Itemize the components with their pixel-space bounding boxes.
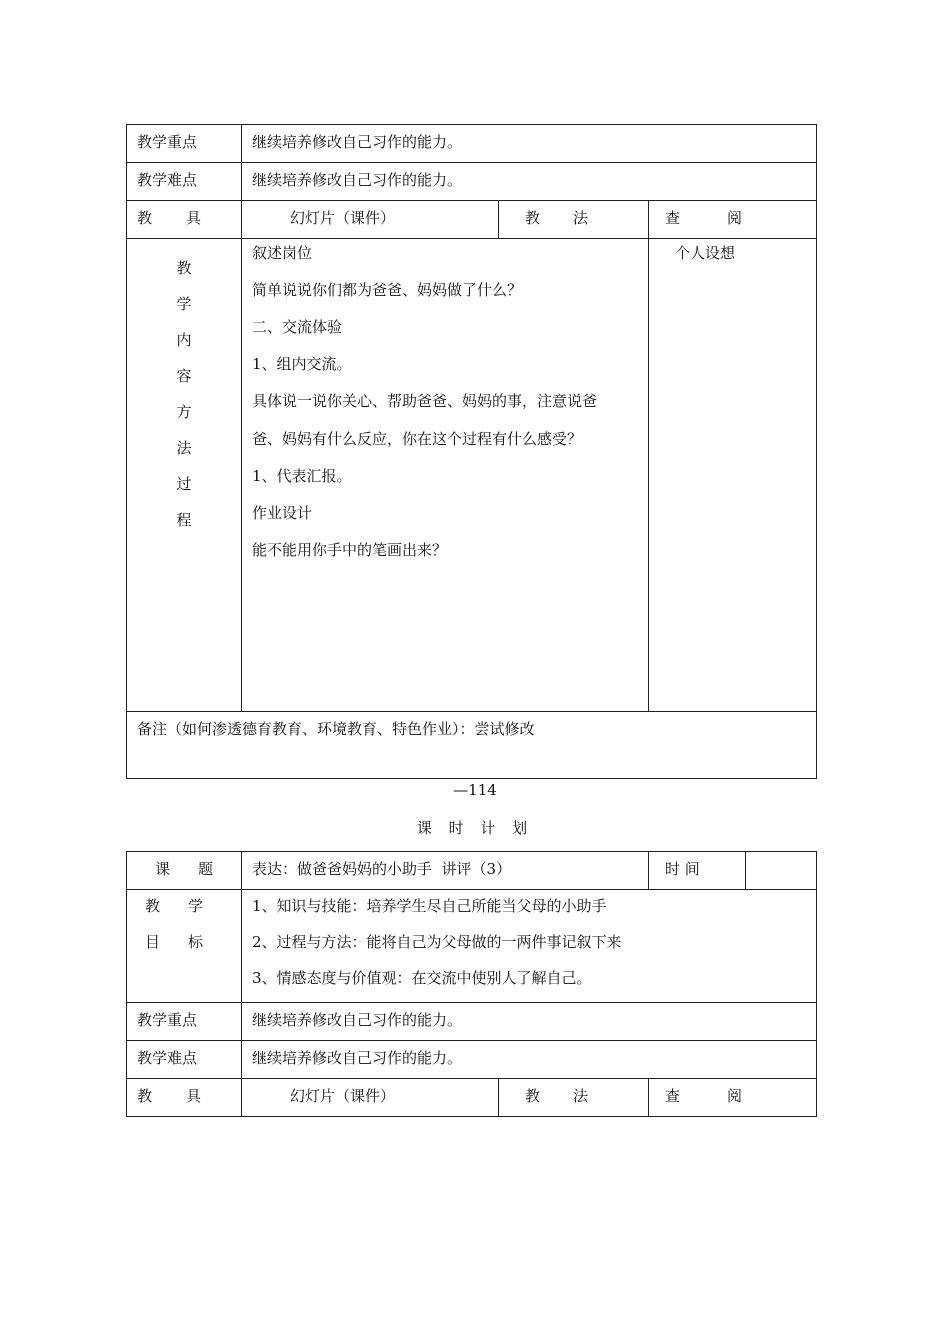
tools-label-cell — [127, 201, 242, 239]
difficulty-label-cell — [127, 163, 242, 201]
difficulty-value: 继续培养修改自己习作的能力。 — [252, 171, 463, 189]
bottom-key-point-label-cell — [127, 1003, 242, 1041]
bottom-difficulty-label: 教学难点 — [137, 1049, 198, 1067]
goal-label-cell — [127, 890, 242, 1003]
bottom-difficulty-label-cell — [127, 1041, 242, 1079]
personal-ideas-cell — [649, 239, 817, 712]
remarks-cell — [127, 712, 817, 779]
key-point-label: 教学重点 — [137, 133, 198, 151]
process-label-cell — [127, 239, 242, 712]
topic-label: 课 题 — [155, 860, 213, 878]
process-line: 1、代表汇报。 — [252, 467, 352, 485]
goal-item: 1、知识与技能：培养学生尽自己所能当父母的小助手 — [252, 897, 607, 915]
process-line: 具体说一说你关心、帮助爸爸、妈妈的事，注意说爸 — [252, 392, 598, 410]
bottom-tools-label: 教 具 — [137, 1087, 201, 1105]
review-label: 查 阅 — [665, 209, 743, 227]
bottom-tools-label-cell — [127, 1079, 242, 1117]
goal-item: 3、情感态度与价值观：在交流中使别人了解自己。 — [252, 969, 592, 987]
bottom-key-point-value-cell — [242, 1003, 817, 1041]
review-label-cell — [649, 201, 817, 239]
process-line: 1、组内交流。 — [252, 355, 352, 373]
bottom-method-label: 教 法 — [525, 1087, 588, 1105]
bottom-tools-value-cell — [242, 1079, 499, 1117]
key-point-value-cell — [242, 125, 817, 163]
method-label: 教 法 — [525, 209, 588, 227]
bottom-key-point-value: 继续培养修改自己习作的能力。 — [252, 1011, 463, 1029]
goal-item: 2、过程与方法：能将自己为父母做的一两件事记叙下来 — [252, 933, 622, 951]
page-number: —114 — [453, 781, 497, 799]
key-point-value: 继续培养修改自己习作的能力。 — [252, 133, 463, 151]
process-line: 爸、妈妈有什么反应，你在这个过程有什么感受？ — [252, 430, 583, 448]
bottom-method-label-cell — [499, 1079, 649, 1117]
difficulty-label: 教学难点 — [137, 171, 198, 189]
plan-title: 课 时 计 划 — [416, 819, 534, 837]
tools-value-cell — [242, 201, 499, 239]
process-label: 教 学 内 容 方 法 过 程 — [176, 259, 192, 529]
process-line: 作业设计 — [252, 504, 313, 522]
personal-ideas-label: 个人设想 — [675, 244, 736, 262]
goal-label: 教 学 目 标 — [145, 897, 203, 951]
process-line: 二、交流体验 — [252, 318, 343, 336]
goals-cell — [242, 890, 817, 1003]
bottom-review-label: 查 阅 — [665, 1087, 742, 1105]
difficulty-value-cell — [242, 163, 817, 201]
bottom-difficulty-value-cell — [242, 1041, 817, 1079]
method-label-cell — [499, 201, 649, 239]
tools-value: 幻灯片（课件） — [290, 209, 396, 227]
remarks: 备注（如何渗透德育教育、环境教育、特色作业）：尝试修改 — [137, 720, 535, 738]
topic-label-cell — [127, 852, 242, 890]
key-point-label-cell — [127, 125, 242, 163]
process-content — [242, 239, 648, 575]
time-value — [746, 852, 816, 862]
process-content-cell — [242, 239, 649, 712]
topic-value: 表达：做爸爸妈妈的小助手 讲评（3） — [252, 860, 512, 878]
process-line: 能不能用你手中的笔画出来？ — [252, 541, 448, 559]
goals-list — [242, 890, 816, 1002]
topic-value-cell — [242, 852, 649, 890]
bottom-lesson-table — [126, 851, 817, 1117]
time-label: 时 间 — [665, 860, 700, 878]
top-lesson-table — [126, 124, 817, 779]
bottom-difficulty-value: 继续培养修改自己习作的能力。 — [252, 1049, 463, 1067]
time-value-cell — [746, 852, 817, 890]
time-label-cell — [649, 852, 746, 890]
bottom-key-point-label: 教学重点 — [137, 1011, 198, 1029]
bottom-tools-value: 幻灯片（课件） — [290, 1087, 396, 1105]
process-line: 简单说说你们都为爸爸、妈妈做了什么？ — [252, 281, 523, 299]
tools-label: 教 具 — [137, 209, 201, 227]
process-line: 叙述岗位 — [252, 244, 313, 262]
bottom-review-label-cell — [649, 1079, 817, 1117]
